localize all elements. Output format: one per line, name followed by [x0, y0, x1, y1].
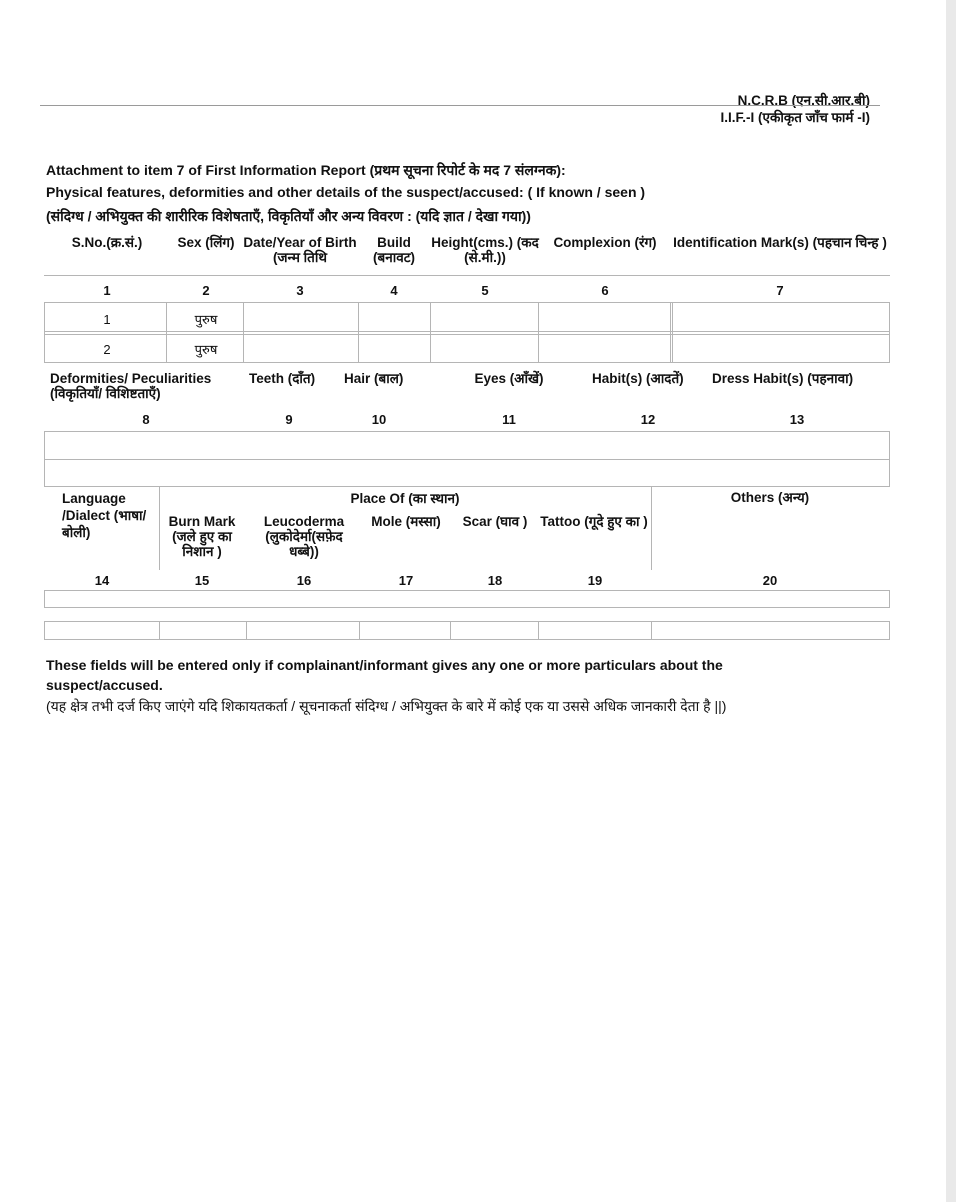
grid-line — [44, 590, 45, 607]
physical-features-hindi: (संदिग्ध / अभियुक्त की शारीरिक विशेषताएँ, विकृतियाँ और अन्य विवरण : (यदि ज्ञात / देखा गया)) — [46, 208, 531, 224]
column-number: 13 — [789, 412, 805, 427]
footer-note-line1: These fields will be entered only if complainant/informant gives any one or more particulars about the — [46, 657, 723, 673]
grid-line — [672, 302, 673, 362]
grid-line — [44, 459, 890, 460]
header-habits: Habit(s) (आदतें) — [592, 371, 684, 386]
header-divider — [40, 105, 880, 106]
grid-line — [889, 590, 890, 607]
column-number: 10 — [371, 412, 387, 427]
form-label: I.I.F.-I (एकीकृत जाँच फार्म -I) — [720, 110, 870, 125]
header-language: Language /Dialect (भाषा/बोली) — [62, 491, 147, 540]
page-edge-shadow — [946, 0, 956, 1202]
grid-line — [159, 621, 160, 639]
physical-features-title: Physical features, deformities and other details of the suspect/accused: ( If known / seen ) — [46, 184, 646, 200]
column-number: 7 — [776, 283, 784, 298]
footer-note-hindi: (यह क्षेत्र तभी दर्ज किए जाएंगे यदि शिकायतकर्ता / सूचनाकर्ता संदिग्ध / अभियुक्त के बारे में कोई एक या उससे अधिक जानकारी देता है ||) — [46, 698, 727, 714]
header-burn-mark: Burn Mark (जले हुए का निशान ) — [168, 514, 236, 559]
grid-line — [44, 302, 45, 362]
column-number: 5 — [481, 283, 489, 298]
grid-line — [44, 302, 890, 303]
column-number: 15 — [194, 573, 210, 588]
row-sno: 1 — [103, 312, 111, 327]
ncrb-label: N.C.R.B (एन.सी.आर.बी) — [737, 93, 870, 108]
grid-line — [889, 431, 890, 486]
header-sex: Sex (लिंग) — [177, 235, 235, 250]
header-hair: Hair (बाल) — [344, 371, 404, 386]
column-number: 16 — [296, 573, 312, 588]
column-number: 4 — [390, 283, 398, 298]
column-number: 1 — [103, 283, 111, 298]
grid-line — [889, 302, 890, 362]
header-complexion: Complexion (रंग) — [553, 235, 657, 250]
column-number: 12 — [640, 412, 656, 427]
footer-note-line2: suspect/accused. — [46, 677, 163, 693]
grid-line — [44, 607, 890, 608]
grid-line — [44, 362, 890, 363]
grid-line — [246, 621, 247, 639]
header-dress-habits: Dress Habit(s) (पहनावा) — [712, 371, 854, 386]
header-place-of: Place Of (का स्थान) — [350, 491, 460, 506]
grid-line — [44, 431, 890, 432]
header-sno: S.No.(क्र.सं.) — [71, 235, 143, 250]
header-scar: Scar (घाव ) — [462, 514, 528, 529]
grid-line — [44, 621, 45, 639]
row-sex: पुरुष — [194, 312, 218, 327]
header-others: Others (अन्य) — [730, 490, 810, 505]
grid-line — [44, 639, 890, 640]
header-deformities: Deformities/ Peculiarities (विकृतियाँ/ विशिष्टताएँ) — [50, 371, 212, 401]
column-number: 14 — [94, 573, 110, 588]
grid-line — [44, 590, 890, 591]
grid-line — [44, 275, 890, 276]
grid-line — [44, 621, 890, 622]
grid-line — [359, 621, 360, 639]
column-number: 8 — [142, 412, 150, 427]
column-number: 11 — [502, 412, 516, 427]
column-number: 9 — [285, 412, 293, 427]
grid-line — [651, 621, 652, 639]
grid-line — [538, 621, 539, 639]
grid-line — [538, 302, 539, 362]
column-number: 17 — [398, 573, 414, 588]
row-sex: पुरुष — [194, 342, 218, 357]
header-height: Height(cms.) (कद (से.मी.)) — [431, 235, 539, 265]
grid-line — [670, 302, 671, 362]
header-identification-marks: Identification Mark(s) (पहचान चिन्ह ) — [673, 235, 887, 250]
row-sno: 2 — [103, 342, 111, 357]
grid-line — [450, 621, 451, 639]
attachment-title: Attachment to item 7 of First Information Report (प्रथम सूचना रिपोर्ट के मद 7 संलग्नक): — [46, 162, 566, 178]
header-leucoderma: Leucoderma (लुकोदेर्मा(सफ़ेद धब्बे)) — [263, 514, 345, 559]
column-number: 18 — [487, 573, 503, 588]
column-number: 20 — [762, 573, 778, 588]
header-dob: Date/Year of Birth (जन्म तिथि — [243, 235, 357, 265]
grid-line — [430, 302, 431, 362]
grid-line — [44, 331, 890, 332]
header-teeth: Teeth (दाँत) — [249, 371, 316, 386]
column-number: 2 — [202, 283, 210, 298]
column-number: 6 — [601, 283, 609, 298]
column-number: 19 — [587, 573, 603, 588]
grid-line — [166, 302, 167, 362]
header-eyes: Eyes (आँखें) — [474, 371, 544, 386]
grid-line — [44, 334, 890, 335]
grid-line — [651, 487, 652, 570]
grid-line — [889, 621, 890, 639]
header-build: Build (बनावट) — [373, 235, 415, 265]
header-mole: Mole (मस्सा) — [371, 514, 441, 529]
grid-line — [44, 486, 890, 487]
header-tattoo: Tattoo (गूदे हुए का ) — [540, 514, 648, 529]
grid-line — [44, 431, 45, 486]
column-number: 3 — [296, 283, 304, 298]
grid-line — [358, 302, 359, 362]
